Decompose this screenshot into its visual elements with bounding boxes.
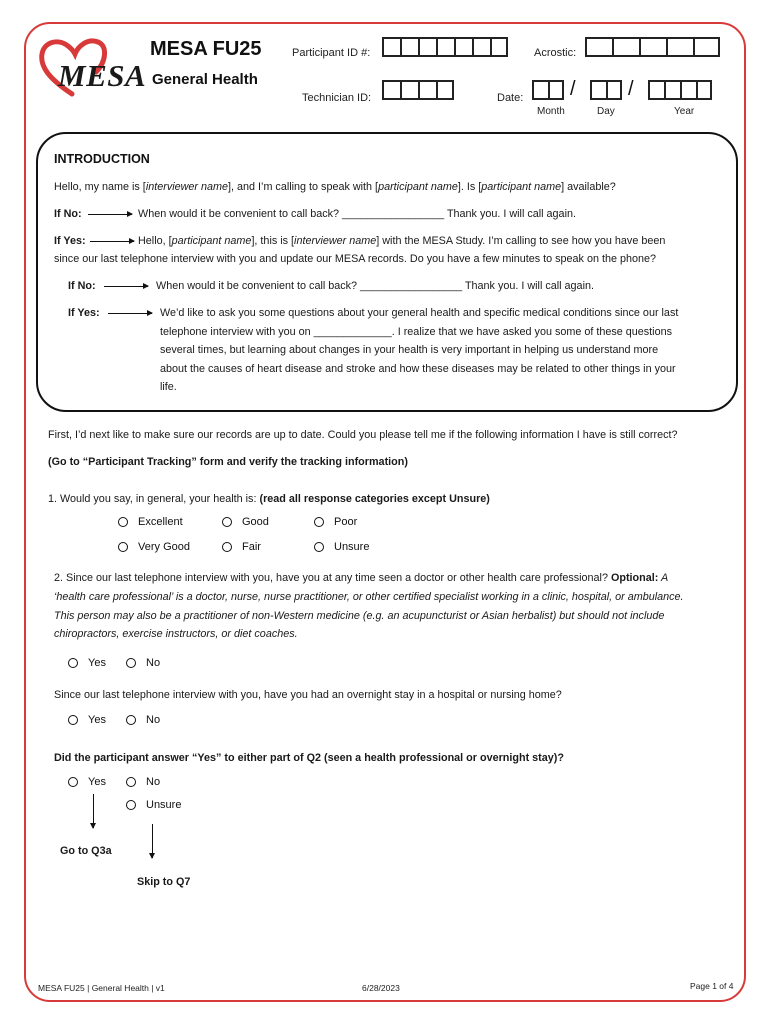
q1-option-very-good[interactable]: Very Good: [118, 541, 190, 553]
radio-icon[interactable]: [68, 715, 78, 725]
q2-definition: ‘health care professional’ is a doctor, nurse, nurse practitioner, or other certified specialist working in a clinic, hospital, or ambulance. This person may also be a practitioner of non-Western medicine (e.g. an acupuncturist or Asian herbalist) but should not include chiropractors, exercise instructors, or diet coaches.: [54, 591, 684, 640]
acrostic-boxes[interactable]: [585, 37, 720, 57]
skip-q7-instruction: Skip to Q7: [137, 876, 191, 888]
radio-icon[interactable]: [126, 715, 136, 725]
q2b-question: Since our last telephone interview with you, have you had an overnight stay in a hospital or nursing home?: [54, 689, 562, 701]
radio-icon[interactable]: [68, 658, 78, 668]
down-arrow-icon: [93, 794, 94, 828]
radio-icon[interactable]: [126, 800, 136, 810]
participant-id-label: Participant ID #:: [292, 47, 371, 59]
date-year-boxes[interactable]: [648, 80, 712, 100]
radio-icon[interactable]: [222, 517, 232, 527]
q2c-option-yes[interactable]: Yes: [68, 776, 106, 788]
participant-id-boxes[interactable]: [382, 37, 508, 57]
logo-text: MESA: [58, 58, 147, 93]
if-no-text-2: When would it be convenient to call back? _________________ Thank you. I will call again.: [156, 280, 594, 292]
q2b-option-no[interactable]: No: [126, 714, 160, 726]
date-label: Date:: [497, 92, 524, 104]
radio-icon[interactable]: [314, 542, 324, 552]
q2-question: 2. Since our last telephone interview with you, have you at any time seen a doctor or other health care professional? Optional: A: [54, 572, 669, 584]
radio-icon[interactable]: [222, 542, 232, 552]
radio-icon[interactable]: [118, 542, 128, 552]
date-separator-1: /: [570, 78, 576, 100]
intro-line1: Hello, my name is [interviewer name], and I’m calling to speak with [participant name]. Is [participant name] available?: [54, 181, 616, 193]
arrow-icon: [88, 214, 132, 215]
q1-option-good[interactable]: Good: [222, 516, 269, 528]
intro-heading: INTRODUCTION: [54, 152, 150, 166]
goto-q3a-instruction: Go to Q3a: [60, 845, 112, 857]
radio-icon[interactable]: [126, 777, 136, 787]
footer-form-id: MESA FU25 | General Health | v1: [38, 983, 165, 993]
if-yes-label: If Yes:: [54, 235, 86, 247]
month-label: Month: [537, 106, 565, 117]
q1-option-fair[interactable]: Fair: [222, 541, 261, 553]
radio-icon[interactable]: [68, 777, 78, 787]
q1-question: 1. Would you say, in general, your health is: (read all response categories except Unsure): [48, 493, 490, 505]
form-subtitle: General Health: [152, 71, 258, 88]
date-month-boxes[interactable]: [532, 80, 564, 100]
radio-icon[interactable]: [126, 658, 136, 668]
if-yes-label-2: If Yes:: [68, 307, 100, 319]
radio-icon[interactable]: [314, 517, 324, 527]
if-yes-text-2: We’d like to ask you some questions about your general health and specific medical conditions since our last telephone interview with you on _____________. I realize that we have asked you some of these questions several times, but learning about changes in your health is very important in helping us understand more about the causes of heart disease and stroke and how these diseases may be related to other things in your life.: [160, 307, 679, 393]
q1-option-unsure[interactable]: Unsure: [314, 541, 369, 553]
down-arrow-icon: [152, 824, 153, 858]
date-separator-2: /: [628, 78, 634, 100]
if-yes-text: Hello, [participant name], this is [interviewer name] with the MESA Study. I’m calling to see how you have been: [138, 235, 666, 247]
footer-date: 6/28/2023: [362, 983, 400, 993]
q2c-question: Did the participant answer “Yes” to either part of Q2 (seen a health professional or overnight stay)?: [54, 752, 564, 764]
q2c-option-no[interactable]: No: [126, 776, 160, 788]
if-yes-line2: since our last telephone interview with you and update our MESA records. Do you have a few minutes to speak on the phone?: [54, 253, 656, 265]
technician-id-label: Technician ID:: [302, 92, 372, 104]
q2b-option-yes[interactable]: Yes: [68, 714, 106, 726]
if-no-text: When would it be convenient to call back? _________________ Thank you. I will call again.: [138, 208, 576, 220]
q1-option-excellent[interactable]: Excellent: [118, 516, 183, 528]
technician-id-boxes[interactable]: [382, 80, 454, 100]
day-label: Day: [597, 106, 615, 117]
arrow-icon: [108, 313, 152, 314]
radio-icon[interactable]: [118, 517, 128, 527]
q2-option-yes[interactable]: Yes: [68, 657, 106, 669]
records-intro-text: First, I’d next like to make sure our records are up to date. Could you please tell me if the following information I have is still correct?: [48, 429, 678, 441]
year-label: Year: [674, 106, 695, 117]
acrostic-label: Acrostic:: [534, 47, 577, 59]
arrow-icon: [104, 286, 148, 287]
if-no-label-2: If No:: [68, 280, 96, 292]
if-no-label: If No:: [54, 208, 82, 220]
q2c-option-unsure[interactable]: Unsure: [126, 799, 181, 811]
footer-page-number: Page 1 of 4: [690, 981, 734, 991]
q2-option-no[interactable]: No: [126, 657, 160, 669]
date-day-boxes[interactable]: [590, 80, 622, 100]
q1-option-poor[interactable]: Poor: [314, 516, 357, 528]
arrow-icon: [90, 241, 134, 242]
form-title: MESA FU25: [150, 38, 262, 60]
goto-tracking-instruction: (Go to “Participant Tracking” form and verify the tracking information): [48, 456, 408, 468]
mesa-logo: [38, 36, 147, 98]
